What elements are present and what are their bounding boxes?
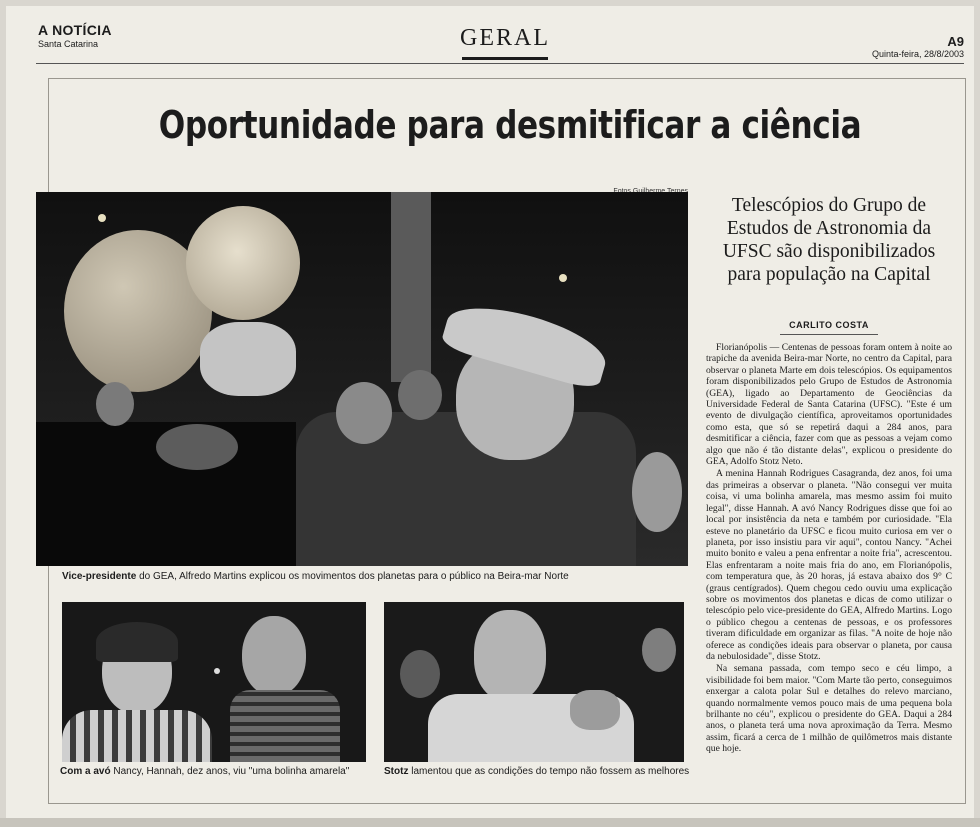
scan-edge [0,818,980,827]
caption-text: Nancy, Hannah, dez anos, viu "uma bolinha amarela" [110,766,350,777]
left-photo-caption [60,765,349,778]
caption-text: do GEA, Alfredo Martins explicou os movimentos dos planetas para o público na Beira-mar Norte [136,571,569,582]
crowd-face [642,628,676,672]
street-light [559,274,567,282]
headline: Oportunidade para desmitificar a ciência [158,103,862,147]
section-title: GERAL [460,25,550,51]
main-photo-caption [62,570,569,583]
crowd-face [400,650,440,698]
caption-lead: Vice-presidente [62,571,137,582]
page-number: A9 [947,34,964,49]
right-photo-caption [384,765,689,778]
header-rule [36,63,964,64]
section-rule [462,57,548,60]
girl-hair [96,622,178,662]
crowd-face [96,382,134,426]
paragraph: Na semana passada, com tempo seco e céu limpo, a visibilidade foi bem maior. "Com Marte tão perto, conseguimos enxergar a calota polar Sul e detalhes do relevo marciano, quando normalmente vemos pouco mais de uma pequena bola brilhante no céu", explicou o presidente do GEA. Daqui a 284 anos, o planeta terá uma nova aproximação da Terra. Mesmo assim, ficará a cerca de 1 milhão de quilômetros mais distante que hoje. [706,663,952,755]
crowd-face [632,452,682,532]
grandmother-scarf [230,690,340,762]
stotz-face [474,610,546,702]
masthead [38,22,112,49]
byline: CARLITO COSTA [789,320,869,330]
caption-text: lamentou que as condições do tempo não fossem as melhores [408,766,690,777]
telescope-lens [156,424,238,470]
subheadline: Telescópios do Grupo de Estudos de Astronomia da UFSC são disponibilizados para população na Capital [722,195,936,285]
terrestrial-globe [186,206,300,320]
street-light [214,668,220,674]
stotz-hand [570,690,620,730]
tree-trunk [391,192,431,382]
crowd-face [398,370,442,420]
paragraph: A menina Hannah Rodrigues Casagranda, dez anos, foi uma das primeiras a observar o planeta. "Não consegui ver muita coisa, vi uma bolinha amarela, mas mesmo assim foi muito legal", disse Hannah. A avó Nancy Rodrigues disse que foi ao local por insistência da neta e também por curiosidade. "Ela esteve no planetário da UFSC e ficou muito curiosa em ver o planeta, por isso insistiu para vir aqui", contou Nancy. "Achei muito bonito e valeu a pena enfrentar a noite fria", acrescentou. Elas enfrentaram a noite mais fria do ano, em Florianópolis, com temperatura que, às 20 horas, já estava abaixo dos 9° C (graus centígrados). Quem chegou cedo ouviu uma explicação sobre os movimentos dos planetas e dicas de como utilizar o telescópio pelo vice-presidente do GEA, Alfredo Martins. Logo o público chegou a centenas de pessoas, e os professores tiveram dificuldade em organizar as filas. "A noite de hoje não oferece as condições ideais para observar o planeta, por causa da nebulosidade", disse Stotz. [706,468,952,662]
crowd-face [336,382,392,444]
issue-date: Quinta-feira, 28/8/2003 [871,49,964,59]
caption-lead: Com a avó [60,766,111,777]
publication-name: A NOTÍCIA [38,22,112,38]
grandmother-granddaughter-photo [62,602,366,762]
article-body [706,342,952,756]
street-light [98,214,106,222]
grandmother-face [242,616,306,696]
man-hand [200,322,296,396]
caption-lead: Stotz [384,766,409,777]
publication-region: Santa Catarina [38,39,99,49]
main-photo [36,192,688,566]
page-info [820,34,964,59]
byline-rule [780,334,878,335]
stotz-photo [384,602,684,762]
girl-scarf [62,710,212,762]
paragraph: Florianópolis — Centenas de pessoas foram ontem à noite ao trapiche da avenida Beira-mar Norte, no centro da Capital, para observar o planeta Marte em dois telescópios. Os equipamentos foram disponibilizados pelo Grupo de Estudos de Astronomia (GEA), ligado ao Departamento de Geociências da Universidade Federal de Santa Catarina (UFSC). "Este é um evento de divulgação científica, aproveitamos oportunidades como esta, que só se repetirá daqui a 284 anos, para desmitificar a ciência, fazer com que as pessoas a vejam como algo que não é tão distante delas", explicou o presidente do GEA, Adolfo Stotz Neto. [706,342,952,468]
